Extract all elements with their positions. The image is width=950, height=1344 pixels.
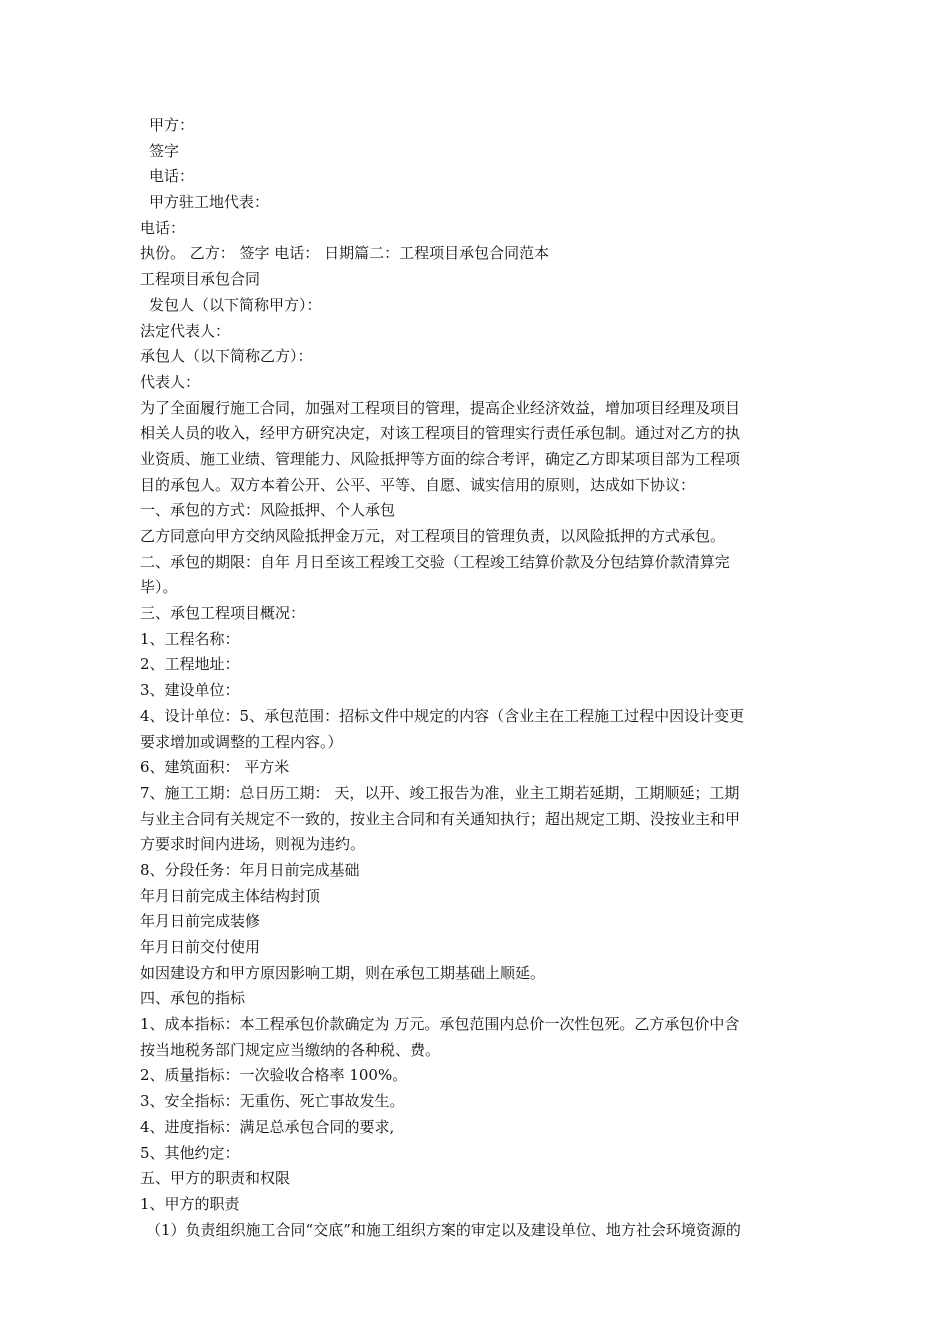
text-line: 四、承包的指标 <box>140 989 246 1008</box>
text-line: 一、承包的方式：风险抵押、个人承包 <box>140 501 396 520</box>
text-line: 6、建筑面积： 平方米 <box>140 758 290 777</box>
text-line: 4、进度指标：满足总承包合同的要求, <box>140 1117 395 1136</box>
text-line: 法定代表人： <box>140 321 231 340</box>
text-line: 8、分段任务：年月日前完成基础 <box>140 860 360 879</box>
text-line: 5、其他约定： <box>140 1143 240 1162</box>
text-line: 年月日前完成装修 <box>140 912 261 931</box>
text-line: 2、工程地址： <box>140 655 240 674</box>
text-line: 年月日前交付使用 <box>140 938 261 956</box>
text-line: 毕）。 <box>140 578 178 597</box>
text-line: 承包人（以下简称乙方）： <box>140 347 313 366</box>
text-line: 按当地税务部门规定应当缴纳的各种税、费。 <box>140 1040 441 1059</box>
text-line: 与业主合同有关规定不一致的，按业主合同和有关通知执行；超出规定工期、没按业主和甲 <box>140 809 741 828</box>
text-line: 三、承包工程项目概况： <box>140 604 306 623</box>
text-line: 为了全面履行施工合同，加强对工程项目的管理，提高企业经济效益，增加项目经理及项目 <box>140 398 741 417</box>
text-line: 电话： <box>140 218 186 237</box>
text-line: 甲方驻工地代表： <box>149 193 270 212</box>
text-line: 代表人： <box>140 372 201 391</box>
text-line: 甲方： <box>149 116 195 134</box>
text-line: 执份。 乙方： 签字 电话： 日期篇二：工程项目承包合同范本 <box>140 244 550 263</box>
text-line: 相关人员的收入，经甲方研究决定，对该工程项目的管理实行责任承包制。通过对乙方的执 <box>140 424 741 443</box>
text-line: 2、质量指标：一次验收合格率 100%。 <box>140 1066 408 1085</box>
text-line: 业资质、施工业绩、管理能力、风险抵押等方面的综合考评，确定乙方即某项目部为工程项 <box>140 449 741 468</box>
text-line: 要求增加或调整的工程内容。） <box>140 732 343 751</box>
text-line: 发包人（以下简称甲方）： <box>149 295 322 314</box>
text-line: 3、建设单位： <box>140 681 240 700</box>
text-line: 电话： <box>149 167 195 186</box>
text-line: 如因建设方和甲方原因影响工期，则在承包工期基础上顺延。 <box>140 963 546 982</box>
text-line: 4、设计单位：5、承包范围：招标文件中规定的内容（含业主在工程施工过程中因设计变更 <box>140 706 745 725</box>
text-line: （1）负责组织施工合同“交底”和施工组织方案的审定以及建设单位、地方社会环境资源的 <box>146 1220 741 1239</box>
text-line: 乙方同意向甲方交纳风险抵押金万元，对工程项目的管理负责，以风险抵押的方式承包。 <box>140 527 726 545</box>
text-line: 1、工程名称： <box>140 629 240 648</box>
text-line: 7、施工工期：总日历工期： 天，以开、竣工报告为准，业主工期若延期，工期顺延；工期 <box>140 783 740 802</box>
text-line: 3、安全指标：无重伤、死亡事故发生。 <box>140 1092 405 1111</box>
text-line: 工程项目承包合同 <box>140 270 261 289</box>
text-line: 二、承包的期限：自年 月日至该工程竣工交验（工程竣工结算价款及分包结算价款清算完 <box>140 552 730 571</box>
text-line: 1、甲方的职责 <box>140 1194 240 1213</box>
text-line: 1、成本指标：本工程承包价款确定为 万元。承包范围内总价一次性包死。乙方承包价中含 <box>140 1015 740 1034</box>
text-line: 签字 <box>149 141 180 160</box>
text-line: 方要求时间内进场，则视为违约。 <box>140 835 366 854</box>
text-line: 五、甲方的职责和权限 <box>140 1169 291 1188</box>
document-body <box>140 113 820 1243</box>
text-line: 目的承包人。双方本着公开、公平、平等、自愿、诚实信用的原则，达成如下协议： <box>140 475 696 494</box>
text-line: 年月日前完成主体结构封顶 <box>140 886 321 905</box>
